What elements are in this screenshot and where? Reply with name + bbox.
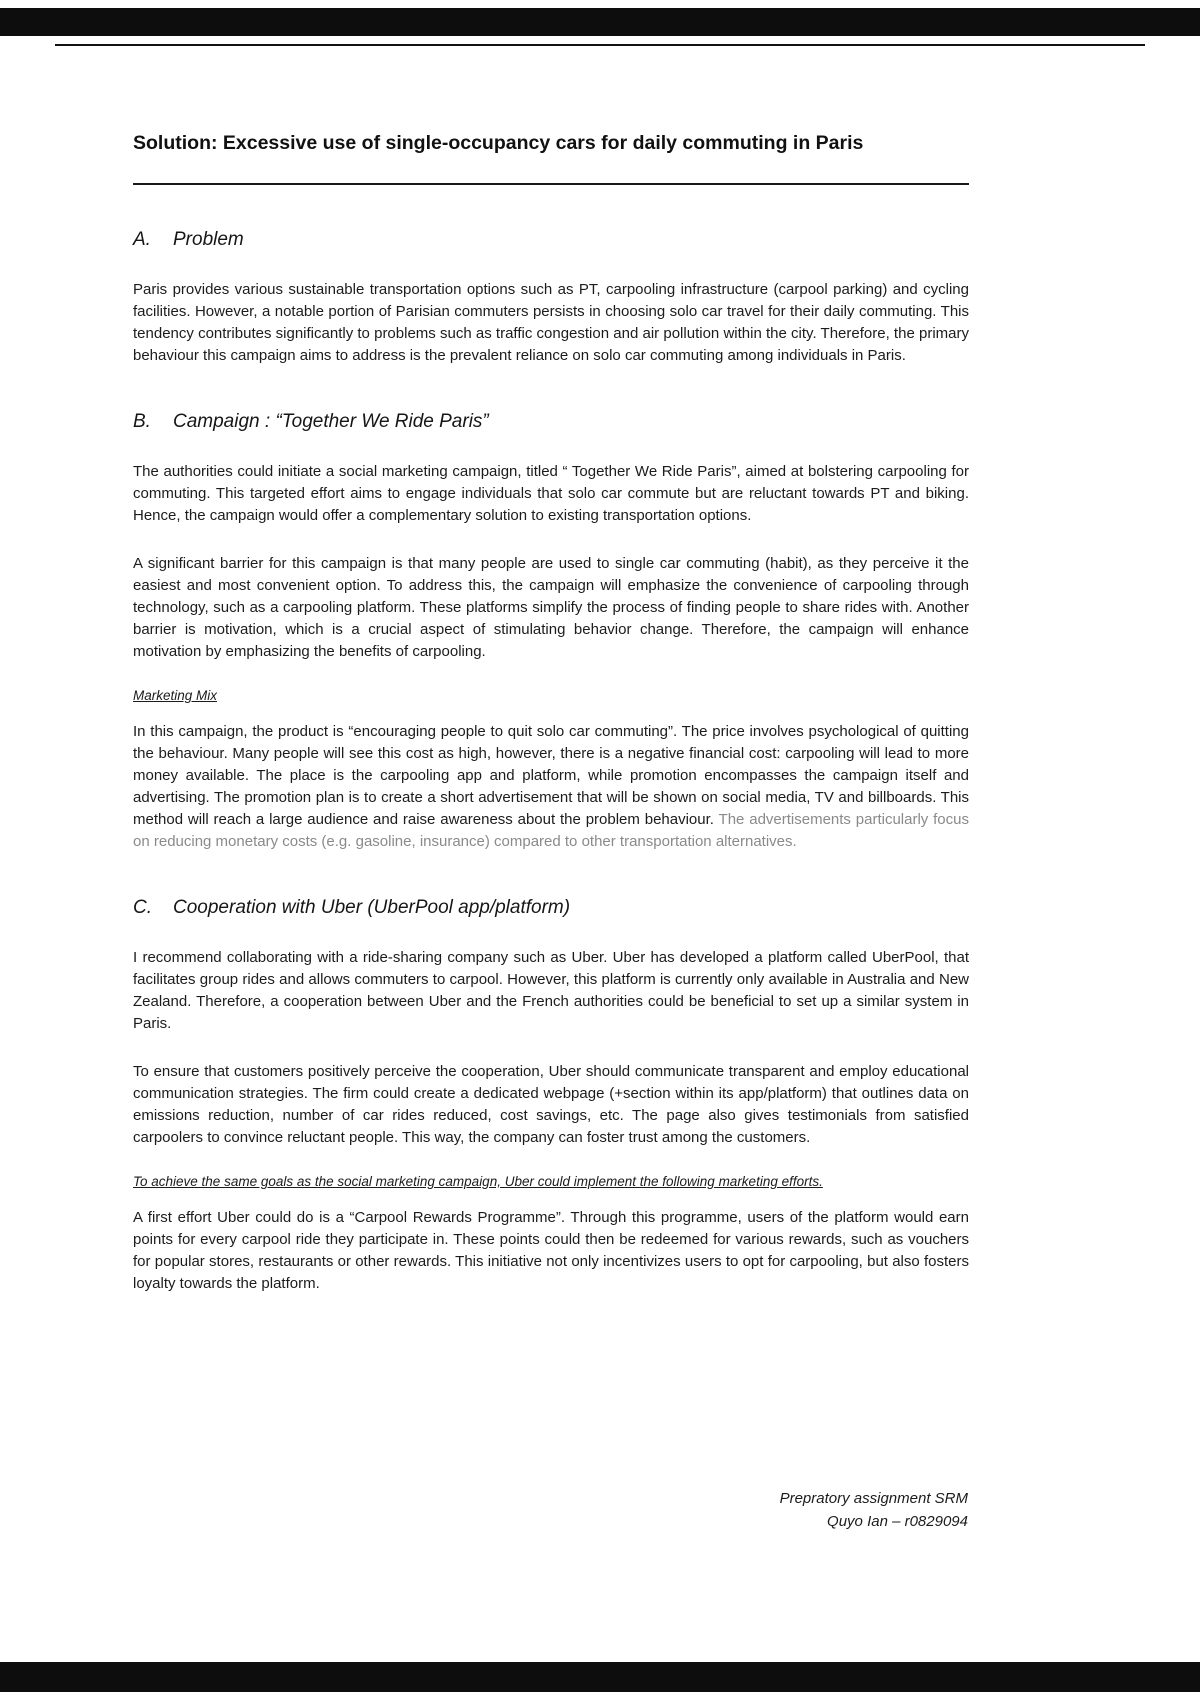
section-name: Problem (173, 229, 244, 250)
page-footer (780, 1487, 968, 1533)
subheading-uber-marketing-note: To achieve the same goals as the social marketing campaign, Uber could implement the following marketing efforts. (133, 1174, 823, 1189)
paragraph-campaign-barriers: A significant barrier for this campaign is that many people are used to single car commuting (habit), as they perceive it the easiest and most convenient option. To address this, the campaign will emphasize the convenience of carpooling through technology, such as a carpooling platform. These platforms simplify the process of finding people to share rides with. Another barrier is motivation, which is a crucial aspect of stimulating behavior change. Therefore, the campaign will enhance motivation by emphasizing the benefits of carpooling. (133, 555, 969, 660)
paragraph-campaign-intro: The authorities could initiate a social marketing campaign, titled “ Together We Ride Paris”, aimed at bolstering carpooling for commuting. This targeted effort aims to engage individuals that solo car commute but are reluctant towards PT and biking. Hence, the campaign would offer a complementary solution to existing transportation options. (133, 463, 969, 524)
section-heading-a (133, 227, 969, 253)
marketing-mix-main-text: In this campaign, the product is “encouraging people to quit solo car commuting”. The price involves psychological of quitting the behaviour. Many people will see this cost as high, however, there is a negative financial cost: carpooling will lead to more money available. The place is the carpooling app and platform, while promotion encompasses the campaign itself and advertising. The promotion plan is to create a short advertisement that will be shown on social media, TV and billboards. This method will reach a large audience and raise awareness about the problem behaviour. (133, 723, 969, 828)
section-letter: C. (133, 897, 152, 918)
section-heading-b (133, 409, 969, 435)
marketing-mix-gray-text: The advertisements particularly focus on reducing monetary costs (e.g. gasoline, insurance) compared to other transportation alternatives. (133, 811, 969, 850)
footer-assignment-line: Prepratory assignment SRM (779, 1490, 968, 1507)
footer-author-line: Quyo Ian – r0829094 (827, 1513, 968, 1530)
section-letter: B. (133, 411, 151, 432)
section-name: Cooperation with Uber (UberPool app/platform) (173, 897, 571, 918)
section-letter: A. (133, 229, 151, 250)
paragraph-problem: Paris provides various sustainable transportation options such as PT, carpooling infrastructure (carpool parking) and cycling facilities. However, a notable portion of Parisian commuters persists in choosing solo car travel for their daily commuting. This tendency contributes significantly to problems such as traffic congestion and air pollution within the city. Therefore, the primary behaviour this campaign aims to address is the prevalent reliance on solo car commuting among individuals in Paris. (133, 281, 969, 364)
section-heading-c (133, 895, 969, 921)
paragraph-uber-intro: I recommend collaborating with a ride-sharing company such as Uber. Uber has developed a platform called UberPool, that facilitates group rides and allows commuters to carpool. However, this platform is currently only available in Australia and New Zealand. Therefore, a cooperation between Uber and the French authorities could be beneficial to set up a similar system in Paris. (133, 949, 969, 1032)
paragraph-marketing-mix (133, 721, 969, 853)
section-name: Campaign : “Together We Ride Paris” (173, 411, 489, 432)
document-title: Solution: Excessive use of single-occupancy cars for daily commuting in Paris (133, 132, 864, 154)
paragraph-uber-trust: To ensure that customers positively perceive the cooperation, Uber should communicate transparent and employ educational communication strategies. The firm could create a dedicated webpage (+section within its app/platform) that outlines data on emissions reduction, number of car rides reduced, cost savings, etc. The page also gives testimonials from satisfied carpoolers to convince reluctant people. This way, the company can foster trust among the customers. (133, 1063, 969, 1146)
subheading-marketing-mix: Marketing Mix (133, 688, 218, 703)
title-underline-rule (133, 183, 969, 185)
scan-edge-bottom (0, 1662, 1200, 1692)
page-content (133, 0, 969, 1295)
paragraph-carpool-rewards: A first effort Uber could do is a “Carpool Rewards Programme”. Through this programme, users of the platform would earn points for every carpool ride they participate in. These points could then be redeemed for various rewards, such as vouchers for popular stores, restaurants or other rewards. This initiative not only incentivizes users to opt for carpooling, but also fosters loyalty towards the platform. (133, 1209, 969, 1292)
